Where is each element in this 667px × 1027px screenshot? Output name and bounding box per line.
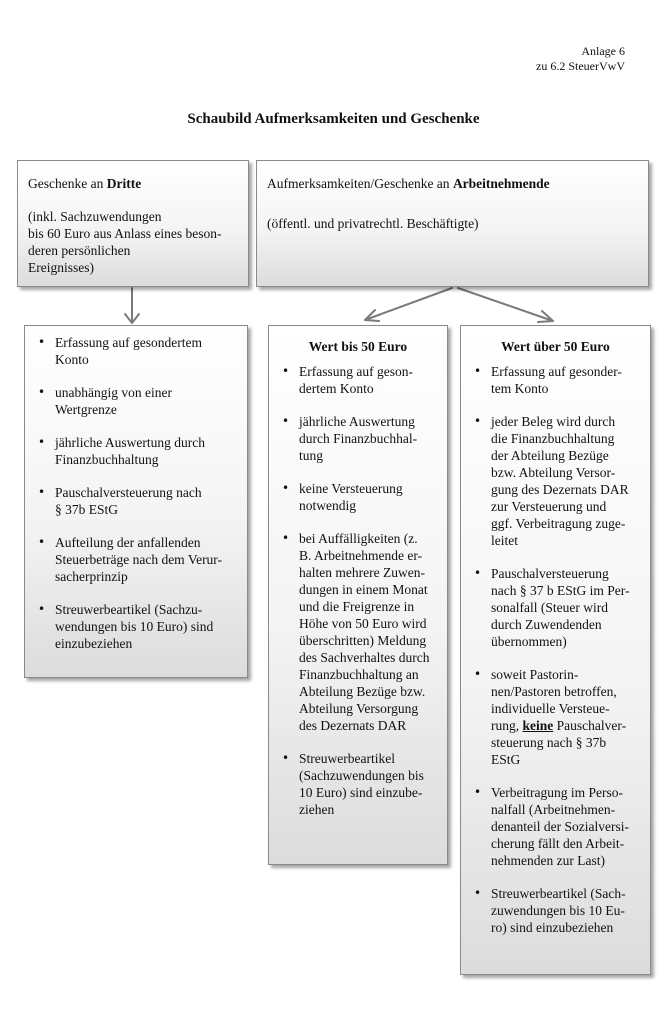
annex-regulation: zu 6.2 SteuerVwV <box>536 59 625 73</box>
arrow-to-upto50-column <box>365 288 452 320</box>
third-party-detail-line: (inkl. Sachzuwendungen <box>28 209 162 224</box>
rule-text-line: Erfassung auf gesonder- <box>491 364 622 379</box>
upto50-rules-column <box>268 325 448 865</box>
rule-text-line: Abteilung Bezüge bzw. <box>299 684 426 699</box>
employee-label-prefix: Aufmerksamkeiten/Geschenke an <box>267 176 453 191</box>
rule-text-line: die Finanzbuchhaltung <box>491 431 615 446</box>
rule-text-line: nach § 37 b EStG im Per- <box>491 583 630 598</box>
employee-label <box>267 175 638 192</box>
rule-text-line: ro) sind einzubeziehen <box>491 920 614 935</box>
rule-text-line: durch Finanzbuchhal- <box>299 431 418 446</box>
annex-label: Anlage 6 <box>581 44 625 58</box>
rule-text-line: B. Arbeitnehmende er- <box>299 548 423 563</box>
rule-item <box>299 750 437 818</box>
rule-text-line: Wertgrenze <box>55 402 117 417</box>
rule-text-line: jährliche Auswertung durch <box>55 435 205 450</box>
rule-item-pastor <box>491 666 640 768</box>
rule-text-line: Erfassung auf gesondertem <box>55 335 202 350</box>
rule-text-line: Abteilung Versorgung <box>299 701 419 716</box>
third-party-label-prefix: Geschenke an <box>28 176 107 191</box>
rule-item <box>55 384 237 418</box>
rule-item <box>55 484 237 518</box>
rule-text-line: § 37b EStG <box>55 502 119 517</box>
rule-text-line: sonalfall (Steuer wird <box>491 600 608 615</box>
rule-text-line: jeder Beleg wird durch <box>491 414 616 429</box>
rule-item <box>299 480 437 514</box>
arrow-to-over50-column <box>458 288 553 321</box>
employee-gifts-box <box>256 160 649 287</box>
rule-text-line: EStG <box>491 752 521 767</box>
rule-text-line: Höhe von 50 Euro wird <box>299 616 427 631</box>
rule-item <box>299 413 437 464</box>
third-party-detail-line: bis 60 Euro aus Anlass eines beson- <box>28 226 222 241</box>
rule-text-line: der Abteilung Bezüge <box>491 448 609 463</box>
rule-text-line: zur Versteuerung und <box>491 499 607 514</box>
rule-item <box>55 534 237 585</box>
rule-text-line: Streuwerbeartikel (Sach- <box>491 886 626 901</box>
rule-text-line: (Sachzuwendungen bis <box>299 768 424 783</box>
over50-rules-column <box>460 325 651 975</box>
rule-item <box>491 363 640 397</box>
rule-item <box>491 885 640 936</box>
third-party-detail <box>28 208 238 276</box>
rule-text-line: Pauschalversteuerung nach <box>55 485 202 500</box>
page-title: Schaubild Aufmerksamkeiten und Geschenke <box>187 111 480 127</box>
rule-text-line: bzw. Abteilung Versor- <box>491 465 616 480</box>
rule-text-line: Pauschalver- <box>553 718 627 733</box>
employee-detail: (öffentl. und privatrechtl. Beschäftigte) <box>267 216 479 231</box>
rule-text-line: steuerung nach § 37b <box>491 735 607 750</box>
rule-item <box>299 530 437 734</box>
rule-item <box>491 565 640 650</box>
keine-emphasis: keine <box>522 718 554 733</box>
rule-text-line: nalfall (Arbeitnehmen- <box>491 802 616 817</box>
rule-text-line: des Dezernats DAR <box>299 718 407 733</box>
third-party-rules-column <box>24 325 248 678</box>
rule-text-line: Erfassung auf geson- <box>299 364 413 379</box>
rule-text-line: Konto <box>55 352 89 367</box>
rule-text-line: Pauschalversteuerung <box>491 566 609 581</box>
rule-item <box>55 434 237 468</box>
rule-text-line: und die Freigrenze in <box>299 599 415 614</box>
rule-text-line: zuwendungen bis 10 Eu- <box>491 903 625 918</box>
rule-text-line: dungen in einem Monat <box>299 582 428 597</box>
rule-text-line: tung <box>299 448 324 463</box>
upto50-rules-list <box>279 363 437 818</box>
over50-heading: Wert über 50 Euro <box>501 339 610 354</box>
rule-text-line: Streuwerbeartikel <box>299 751 395 766</box>
rule-text-line: wendungen bis 10 Euro) sind <box>55 619 214 634</box>
rule-text-line: soweit Pastorin- <box>491 667 579 682</box>
rule-text-line: durch Zuwendenden <box>491 617 602 632</box>
rule-text-line: keine Versteuerung <box>299 481 403 496</box>
third-party-detail-line: deren persönlichen <box>28 243 131 258</box>
rule-text-line: jährliche Auswertung <box>299 414 415 429</box>
rule-text-line: gung des Dezernats DAR <box>491 482 629 497</box>
rule-text-line: Aufteilung der anfallenden <box>55 535 201 550</box>
rule-text-line: übernommen) <box>491 634 567 649</box>
rule-text-line: sacherprinzip <box>55 569 128 584</box>
rule-text-line: halten mehrere Zuwen- <box>299 565 425 580</box>
rule-text-line: cherung fällt den Arbeit- <box>491 836 625 851</box>
rule-text-line: rung, <box>491 718 523 733</box>
rule-text-line: überschritten) Meldung <box>299 633 427 648</box>
rule-text-line: bei Auffälligkeiten (z. <box>299 531 418 546</box>
third-party-rules-list <box>35 334 237 652</box>
rule-text-line: denanteil der Sozialversi- <box>491 819 629 834</box>
employee-label-bold: Arbeitnehmende <box>452 176 550 191</box>
third-party-label <box>28 175 238 192</box>
rule-text-line: ggf. Verbeitragung zuge- <box>491 516 626 531</box>
rule-item <box>55 601 237 652</box>
rule-text-line: des Sachverhaltes durch <box>299 650 430 665</box>
over50-rules-list <box>471 363 640 936</box>
third-party-label-bold: Dritte <box>106 176 142 191</box>
rule-text-line: individuelle Versteue- <box>491 701 610 716</box>
rule-text-line: Finanzbuchhaltung <box>55 452 159 467</box>
rule-text-line: Finanzbuchhaltung an <box>299 667 419 682</box>
rule-text-line: nen/Pastoren betroffen, <box>491 684 617 699</box>
rule-text-line: unabhängig von einer <box>55 385 172 400</box>
rule-item <box>299 363 437 397</box>
third-party-detail-line: Ereignisses) <box>28 260 94 275</box>
third-party-gifts-box <box>17 160 249 287</box>
rule-text-line: Steuerbeträge nach dem Verur- <box>55 552 223 567</box>
rule-text-line: Streuwerbeartikel (Sachzu- <box>55 602 203 617</box>
rule-text-line: notwendig <box>299 498 356 513</box>
rule-text-line: leitet <box>491 533 518 548</box>
rule-text-line: dertem Konto <box>299 381 374 396</box>
rule-text-line: 10 Euro) sind einzube- <box>299 785 423 800</box>
rule-text-line: nehmenden zur Last) <box>491 853 605 868</box>
rule-text-line: ziehen <box>299 802 335 817</box>
upto50-heading: Wert bis 50 Euro <box>308 339 408 354</box>
rule-text-line: Verbeitragung im Perso- <box>491 785 623 800</box>
rule-item <box>491 784 640 869</box>
rule-text-line: einzubeziehen <box>55 636 133 651</box>
rule-item <box>55 334 237 368</box>
rule-text-line: tem Konto <box>491 381 549 396</box>
rule-item <box>491 413 640 549</box>
